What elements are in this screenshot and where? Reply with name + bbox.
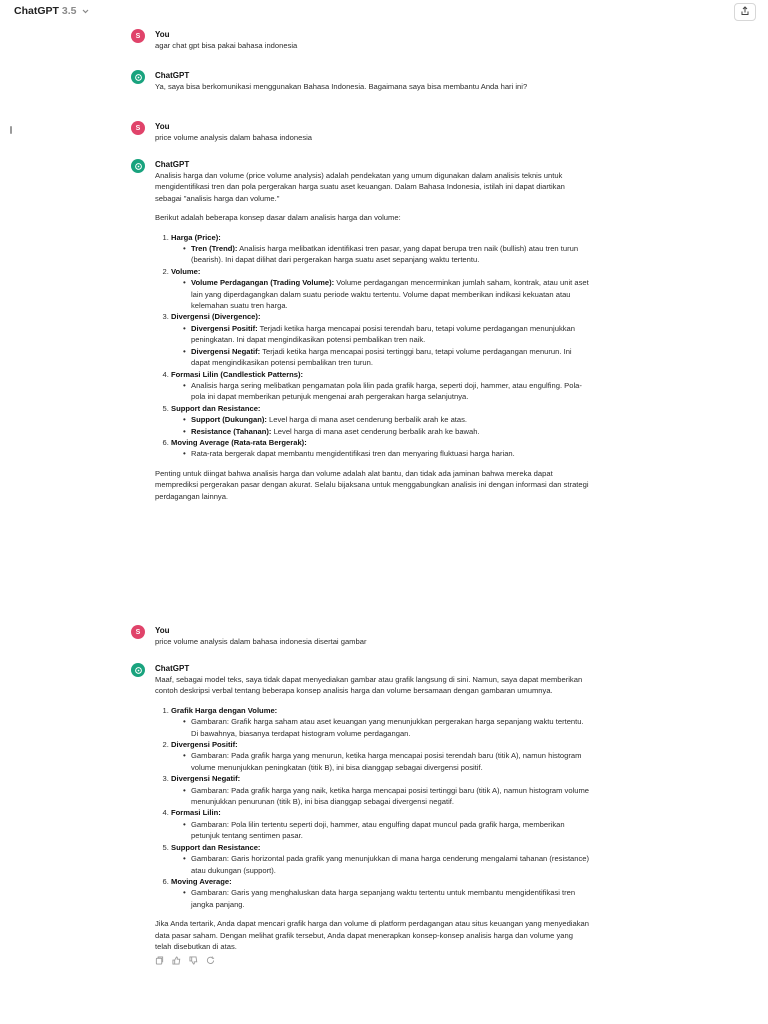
message-author: ChatGPT xyxy=(155,664,190,673)
assistant-message xyxy=(131,159,591,624)
list-item: 2. Divergensi Positif: • Gambaran: Pada grafik harga yang menurun, ketika harga mencapai posisi terendah baru (titik A), namun histogram volume menunjukkan peningkatan (titik B), ini bisa dianggap sebagai divergensi positif. xyxy=(171,739,591,773)
share-button[interactable] xyxy=(734,3,756,21)
bullet-item: • Tren (Trend): Analisis harga melibatkan identifikasi tren pasar, yang dapat berupa tren naik (bullish) atau tren turun (bearish). Ini dapat dilihat dari pergerakan harga suatu aset sepanjang waktu tertentu. xyxy=(191,243,591,266)
message-outro: Jika Anda tertarik, Anda dapat mencari grafik harga dan volume di platform perdagangan atau situs keuangan yang menyediakan data pasar saham. Dengan melihat grafik tersebut, Anda dapat menerapkan konsep-konsep analisis harga dan volume yang telah disebutkan di atas. xyxy=(155,919,589,951)
thumb-up-icon[interactable] xyxy=(172,956,181,965)
message-text: price volume analysis dalam bahasa indonesia xyxy=(155,133,313,142)
user-message xyxy=(131,29,591,69)
list-item: 5. Support dan Resistance: • Gambaran: Garis horizontal pada grafik yang menunjukkan di mana harga cenderung mengalami tahanan (resistance) atau dukungan (support). xyxy=(171,842,591,876)
message-text: price volume analysis dalam bahasa indonesia disertai gambar xyxy=(155,637,367,646)
concept-list xyxy=(155,232,591,460)
message-intro: Analisis harga dan volume (price volume analysis) adalah pendekatan yang umum digunakan dalam analisis teknis untuk mengidentifikasi tren dan pola pergerakan harga suatu aset keuangan. Dalam Bahasa Indonesia, istilah ini dapat diartikan sebagai "analisis harga dan volume." xyxy=(155,171,565,203)
list-item: 1. Harga (Price): • Tren (Trend): Analisis harga melibatkan identifikasi tren pasar, yang dapat berupa tren naik (bullish) atau tren turun (bearish). Ini dapat dilihat dari pergerakan harga suatu aset sepanjang waktu tertentu. xyxy=(171,232,591,266)
list-item: 6. Moving Average: • Gambaran: Garis yang menghaluskan data harga sepanjang waktu tertentu untuk membantu mengidentifikasi tren jangka panjang. xyxy=(171,876,591,910)
copy-icon[interactable] xyxy=(155,956,164,965)
chatgpt-logo-icon xyxy=(131,663,145,677)
user-message xyxy=(131,625,591,662)
top-bar xyxy=(0,0,768,24)
message-author: ChatGPT xyxy=(155,71,190,80)
message-intro: Maaf, sebagai model teks, saya tidak dapat menyediakan gambar atau grafik langsung di sini. Namun, saya dapat memberikan contoh deskripsi verbal tentang beberapa konsep analisis harga dan volume bersamaan dengan gambaran umumnya. xyxy=(155,675,583,696)
conversation xyxy=(131,28,591,965)
message-outro: Penting untuk diingat bahwa analisis harga dan volume adalah alat bantu, dan tidak ada jaminan bahwa mereka dapat memprediksi pergerakan pasar dengan akurat. Selalu bijaksana untuk menggabungkan analisis ini dengan informasi dan strategi perdagangan lainnya. xyxy=(155,468,589,501)
list-item: 3. Divergensi Negatif: • Gambaran: Pada grafik harga yang naik, ketika harga mencapai posisi tertinggi baru (titik A), namun histogram volume menunjukkan penurunan (titik B), ini bisa dianggap sebagai divergensi negatif. xyxy=(171,773,591,807)
bullet-item: • Gambaran: Pada grafik harga yang menurun, ketika harga mencapai posisi terendah baru (titik A), namun histogram volume menunjukkan peningkatan (titik B), ini bisa dianggap sebagai divergensi positif. xyxy=(191,750,591,773)
message-author: You xyxy=(155,30,170,39)
message-lead: Berikut adalah beberapa konsep dasar dalam analisis harga dan volume: xyxy=(155,213,401,223)
bullet-item: • Support (Dukungan): Level harga di mana aset cenderung berbalik arah ke atas. xyxy=(191,414,591,425)
list-item: 5. Support dan Resistance: • Support (Dukungan): Level harga di mana aset cenderung berbalik arah ke atas. • Resistance (Tahanan): Level harga di mana aset cenderung berbalik arah ke bawah. xyxy=(171,403,591,437)
bullet-item: • Divergensi Positif: Terjadi ketika harga mencapai posisi terendah baru, tetapi volume perdagangan menunjukkan peningkatan. Ini dapat mengindikasikan potensi pembalikan tren naik. xyxy=(191,323,591,346)
chevron-down-icon xyxy=(82,7,89,16)
list-item: 2. Volume: • Volume Perdagangan (Trading Volume): Volume perdagangan mencerminkan jumlah saham, kontrak, atau unit aset lain yang diperdagangkan dalam suatu periode waktu tertentu. Volume dapat memberikan indikasi kekuatan atau kelemahan suatu tren harga. xyxy=(171,266,591,312)
list-item: 4. Formasi Lilin: • Gambaran: Pola lilin tertentu seperti doji, hammer, atau engulfing dapat muncul pada grafik harga, memberikan petunjuk tentang sentimen pasar. xyxy=(171,807,591,841)
assistant-message xyxy=(131,70,591,120)
concept-list xyxy=(155,705,591,910)
bullet-item: • Gambaran: Garis yang menghaluskan data harga sepanjang waktu tertentu untuk membantu mengidentifikasi tren jangka panjang. xyxy=(191,887,591,910)
bullet-item: • Volume Perdagangan (Trading Volume): Volume perdagangan mencerminkan jumlah saham, kontrak, atau unit aset lain yang diperdagangkan dalam suatu periode waktu tertentu. Volume dapat memberikan indikasi kekuatan atau kelemahan suatu tren harga. xyxy=(191,277,591,311)
bullet-item: • Divergensi Negatif: Terjadi ketika harga mencapai posisi tertinggi baru, tetapi volume perdagangan menurun. Ini dapat mengindikasikan potensi pembalikan tren turun. xyxy=(191,346,591,369)
bullet-item: • Gambaran: Grafik harga saham atau aset keuangan yang menunjukkan pergerakan harga sepanjang waktu tertentu. Di bawahnya, biasanya terdapat histogram volume perdagangan. xyxy=(191,716,591,739)
list-item: 1. Grafik Harga dengan Volume: • Gambaran: Grafik harga saham atau aset keuangan yang menunjukkan pergerakan harga sepanjang waktu tertentu. Di bawahnya, biasanya terdapat histogram volume perdagangan. xyxy=(171,705,591,739)
chatgpt-logo-icon xyxy=(131,70,145,84)
sidebar-toggle-handle[interactable] xyxy=(10,126,12,134)
bullet-item: • Analisis harga sering melibatkan pengamatan pola lilin pada grafik harga, seperti doji, hammer, atau engulfing. Pola-pola ini dapat memberikan petunjuk mengenai arah pergerakan harga selanjutnya. xyxy=(191,380,591,403)
model-selector[interactable] xyxy=(14,5,89,17)
user-avatar: S xyxy=(131,29,145,43)
user-message xyxy=(131,121,591,158)
list-item: 6. Moving Average (Rata-rata Bergerak): • Rata-rata bergerak dapat membantu mengidentifikasi tren dan menyaring fluktuasi harga harian. xyxy=(171,437,591,460)
message-text: agar chat gpt bisa pakai bahasa indonesia xyxy=(155,41,298,50)
message-actions xyxy=(155,956,591,965)
share-icon xyxy=(740,3,750,21)
message-author: ChatGPT xyxy=(155,160,190,169)
message-author: You xyxy=(155,122,170,131)
bullet-item: • Gambaran: Garis horizontal pada grafik yang menunjukkan di mana harga cenderung mengalami tahanan (resistance) atau dukungan (support). xyxy=(191,853,591,876)
chatgpt-logo-icon xyxy=(131,159,145,173)
list-item: 3. Divergensi (Divergence): • Divergensi Positif: Terjadi ketika harga mencapai posisi terendah baru, tetapi volume perdagangan menunjukkan peningkatan. Ini dapat mengindikasikan potensi pembalikan tren naik. • Divergensi Negatif: Terjadi ketika harga mencapai posisi tertinggi baru, tetapi volume perdagangan menurun. Ini dapat mengindikasikan potensi pembalikan tren turun. xyxy=(171,311,591,368)
model-name: ChatGPT xyxy=(14,5,59,17)
bullet-item: • Resistance (Tahanan): Level harga di mana aset cenderung berbalik arah ke bawah. xyxy=(191,426,591,437)
user-avatar: S xyxy=(131,625,145,639)
assistant-message xyxy=(131,663,591,965)
bullet-item: • Rata-rata bergerak dapat membantu mengidentifikasi tren dan menyaring fluktuasi harga harian. xyxy=(191,448,591,459)
list-item: 4. Formasi Lilin (Candlestick Patterns): • Analisis harga sering melibatkan pengamatan pola lilin pada grafik harga, seperti doji, hammer, atau engulfing. Pola-pola ini dapat memberikan petunjuk mengenai arah pergerakan harga selanjutnya. xyxy=(171,369,591,403)
bullet-item: • Gambaran: Pada grafik harga yang naik, ketika harga mencapai posisi tertinggi baru (titik A), namun histogram volume menunjukkan penurunan (titik B), ini bisa dianggap sebagai divergensi negatif. xyxy=(191,785,591,808)
message-author: You xyxy=(155,626,170,635)
message-text: Ya, saya bisa berkomunikasi menggunakan Bahasa Indonesia. Bagaimana saya bisa membantu Anda hari ini? xyxy=(155,82,528,91)
regenerate-icon[interactable] xyxy=(206,956,215,965)
user-avatar: S xyxy=(131,121,145,135)
bullet-item: • Gambaran: Pola lilin tertentu seperti doji, hammer, atau engulfing dapat muncul pada grafik harga, memberikan petunjuk tentang sentimen pasar. xyxy=(191,819,591,842)
thumb-down-icon[interactable] xyxy=(189,956,198,965)
model-version: 3.5 xyxy=(61,5,77,17)
